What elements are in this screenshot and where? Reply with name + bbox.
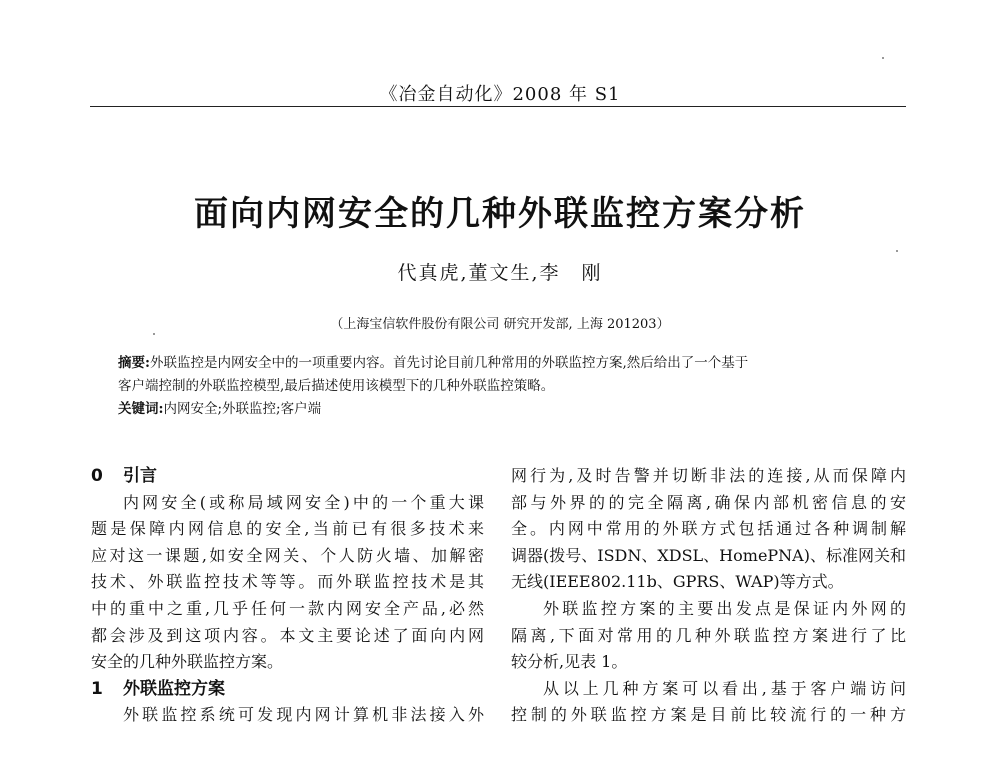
abstract-block (118, 352, 878, 421)
paragraph-line: 技术、外联监控技术等等。而外联监控技术是其 (91, 572, 484, 592)
header-rule (90, 106, 906, 107)
article-affiliation: （上海宝信软件股份有限公司 研究开发部, 上海 201203） (330, 317, 670, 332)
paragraph-line: 外联监控方案的主要出发点是保证内外网的 (543, 598, 906, 618)
paragraph-line: 都会涉及到这项内容。本文主要论述了面向内网 (91, 625, 484, 645)
paragraph-line: 从以上几种方案可以看出,基于客户端访问 (543, 678, 906, 698)
paragraph-line: 中的重中之重,几乎任何一款内网安全产品,必然 (91, 598, 484, 618)
paragraph-line: 内网安全(或称局域网安全)中的一个重大课 (123, 492, 484, 512)
scan-speck (153, 333, 155, 335)
left-column (91, 463, 484, 729)
paragraph-line: 题是保障内网信息的安全,当前已有很多技术来 (91, 519, 484, 539)
scan-speck (882, 57, 884, 59)
paragraph-line: 安全的几种外联监控方案。 (91, 652, 284, 672)
paragraph-line: 无线(IEEE802.11b、GPRS、WAP)等方式。 (511, 572, 844, 592)
paragraph-line: 调器(拨号、ISDN、XDSL、HomePNA)、标准网关和 (511, 545, 906, 565)
paragraph-line: 外联监控系统可发现内网计算机非法接入外 (123, 705, 484, 725)
abstract-label: 摘要: (118, 355, 150, 371)
paragraph-line: 全。内网中常用的外联方式包括通过各种调制解 (511, 519, 906, 539)
section-number: 1 (91, 678, 103, 699)
paragraph-line: 隔离,下面对常用的几种外联监控方案进行了比 (511, 625, 906, 645)
right-column (511, 463, 906, 729)
article-title: 面向内网安全的几种外联监控方案分析 (194, 194, 806, 234)
paragraph-line: 较分析,见表 1。 (511, 652, 628, 672)
paragraph-line: 网行为,及时告警并切断非法的连接,从而保障内 (511, 466, 906, 485)
abstract-text-2: 客户端控制的外联监控模型,最后描述使用该模型下的几种外联监控策略。 (118, 378, 555, 394)
paragraph-line: 应对这一课题,如安全网关、个人防火墙、加解密 (91, 545, 484, 565)
section-number: 0 (91, 466, 103, 486)
section-title: 外联监控方案 (123, 678, 225, 699)
section-title: 引言 (123, 466, 157, 486)
paragraph-line: 部与外界的的完全隔离,确保内部机密信息的安 (511, 492, 906, 512)
paragraph-line: 控制的外联监控方案是目前比较流行的一种方 (511, 705, 906, 725)
scan-speck (896, 250, 898, 252)
keywords-text: 内网安全;外联监控;客户端 (163, 401, 322, 417)
abstract-text-1: 外联监控是内网安全中的一项重要内容。首先讨论目前几种常用的外联监控方案,然后给出了一个基于 (149, 355, 749, 371)
section-heading-1 (91, 676, 484, 703)
article-authors: 代真虎,董文生,李 刚 (397, 262, 603, 284)
section-heading-0 (91, 463, 484, 490)
journal-header: 《冶金自动化》2008 年 S1 (379, 84, 621, 105)
abstract-line-1 (118, 352, 878, 375)
keywords-label: 关键词: (118, 401, 164, 417)
keywords-line (118, 398, 878, 421)
